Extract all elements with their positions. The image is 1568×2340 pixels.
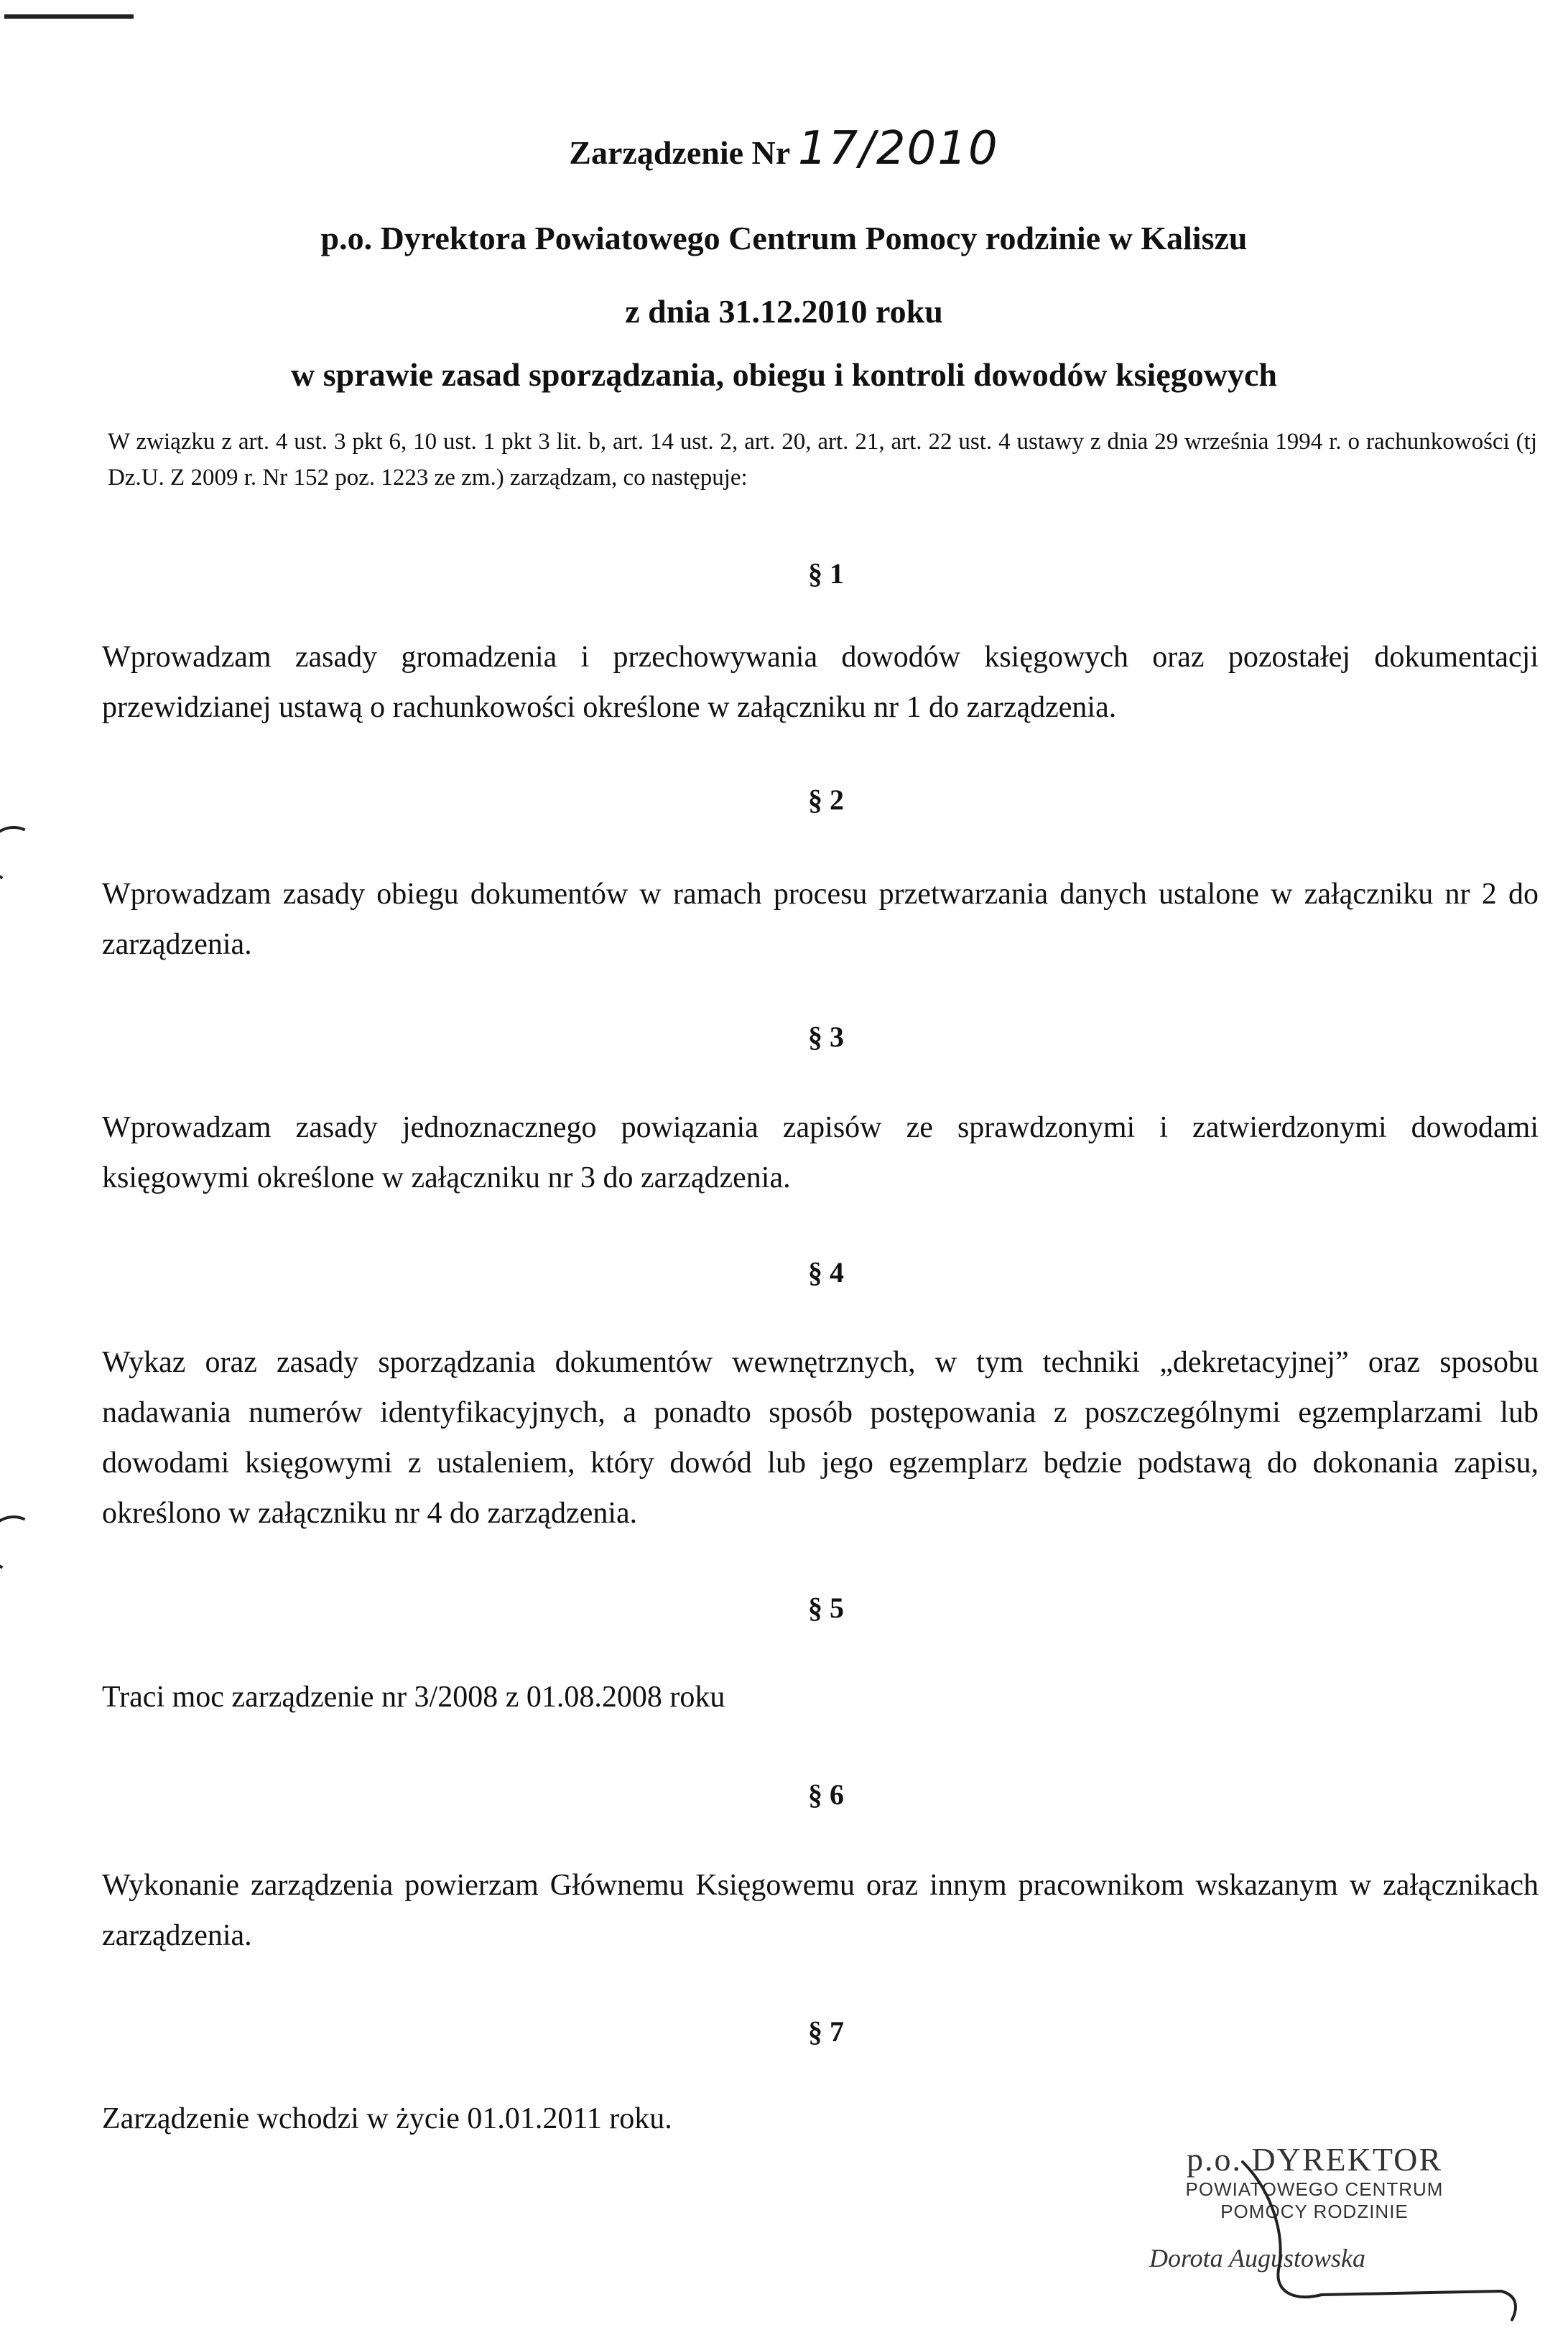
intro-paragraph: W związku z art. 4 ust. 3 pkt 6, 10 ust. 1 pkt 3 lit. b, art. 14 ust. 2, art. 20, art. 21, art. 22 ust. 4 ustawy z dnia 29 września 1994 r. o rachunkowości (tj Dz.U. Z 2009 r. Nr 152 poz. 1223 ze zm.) zarządzam, co następuje: bbox=[108, 429, 1537, 491]
section-text: Wprowadzam zasady gromadzenia i przechowywania dowodów księgowych oraz pozostałej dokumentacji przewidzianej ustawą o rachunkowości określone w załączniku nr 1 do zarządzenia. bbox=[102, 641, 1539, 724]
section-mark: § 1 bbox=[808, 557, 844, 590]
section-text: Traci moc zarządzenie nr 3/2008 z 01.08.2008 roku bbox=[102, 1681, 725, 1714]
section-text: Wykonanie zarządzenia powierzam Głównemu Księgowemu oraz innym pracownikom wskazanym w załącznikach zarządzenia. bbox=[102, 1869, 1539, 1952]
section-mark: § 7 bbox=[808, 2015, 844, 2048]
date-heading: z dnia 31.12.2010 roku bbox=[625, 293, 943, 330]
section-mark: § 5 bbox=[808, 1592, 844, 1624]
section-text: Wykaz oraz zasady sporządzania dokumentów wewnętrznych, w tym techniki „dekretacyjnej” oraz sposobu nadawania numerów identyfikacyjnych, a ponadto sposób postępowania z poszczególnymi egzemplarzami lub dowodami księgowymi z ustaleniem, który dowód lub jego egzemplarz będzie podstawą do dokonania zapisu, określono w załączniku nr 4 do zarządzenia. bbox=[102, 1346, 1539, 1530]
scan-edge-mark bbox=[4, 14, 134, 19]
handwritten-signature-stroke bbox=[1228, 2148, 1530, 2334]
stamp-line: POWIATOWEGO CENTRUM bbox=[1185, 2178, 1444, 2200]
section-text: Wprowadzam zasady obiegu dokumentów w ramach procesu przetwarzania danych ustalone w załączniku nr 2 do zarządzenia. bbox=[102, 878, 1539, 961]
order-number-heading bbox=[0, 122, 1568, 175]
punch-hole-mark bbox=[0, 1508, 50, 1579]
section-mark: § 2 bbox=[808, 784, 844, 816]
section-mark: § 3 bbox=[808, 1021, 844, 1053]
stamp-line: POMOCY RODZINIE bbox=[1220, 2201, 1409, 2222]
stamp-signature-name: Dorota Augustowska bbox=[1149, 2244, 1366, 2272]
order-number-handwritten: 17/2010 bbox=[797, 122, 999, 175]
section-text: Wprowadzam zasady jednoznacznego powiązania zapisów ze sprawdzonymi i zatwierdzonymi dowodami księgowymi określone w załączniku nr 3 do zarządzenia. bbox=[102, 1111, 1539, 1194]
issuer-heading: p.o. Dyrektora Powiatowego Centrum Pomocy rodzinie w Kaliszu bbox=[320, 220, 1248, 256]
subject-heading: w sprawie zasad sporządzania, obiegu i kontroli dowodów księgowych bbox=[291, 356, 1277, 393]
stamp-title: p.o. DYREKTOR bbox=[1186, 2141, 1443, 2178]
section-text: Zarządzenie wchodzi w życie 01.01.2011 roku. bbox=[102, 2102, 672, 2135]
punch-hole-mark bbox=[0, 818, 50, 890]
section-mark: § 6 bbox=[808, 1778, 844, 1811]
order-number-label: Zarządzenie Nr bbox=[569, 134, 798, 171]
section-mark: § 4 bbox=[808, 1256, 844, 1289]
